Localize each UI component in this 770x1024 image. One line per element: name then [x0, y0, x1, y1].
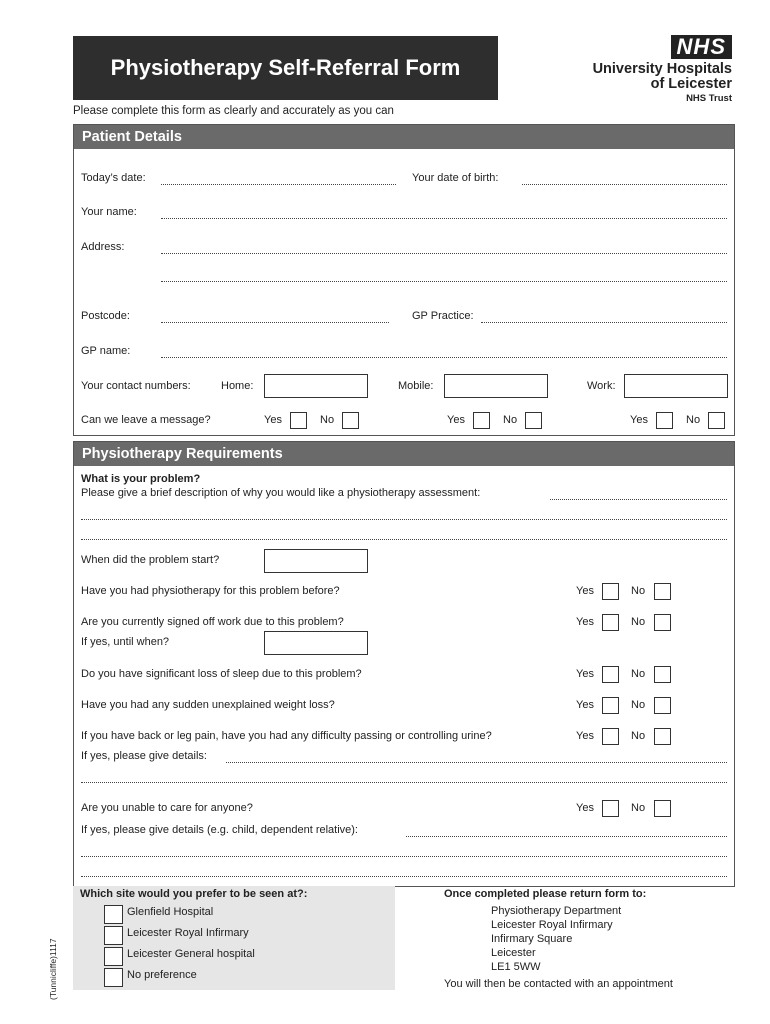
site-option-label: Leicester Royal Infirmary [127, 927, 249, 939]
return-address-line: Leicester Royal Infirmary [491, 919, 613, 931]
yes-label: Yes [576, 802, 594, 814]
signed-off-no-checkbox[interactable] [654, 614, 671, 631]
work-yes-label: Yes [630, 414, 648, 426]
name-field[interactable] [161, 218, 727, 219]
care-no-checkbox[interactable] [654, 800, 671, 817]
site-option-label: No preference [127, 969, 197, 981]
gp-practice-field[interactable] [481, 322, 727, 323]
problem-desc-label: Please give a brief description of why you would like a physiotherapy assessment: [81, 487, 481, 499]
return-address-line: Physiotherapy Department [491, 905, 622, 917]
dob-label: Your date of birth: [412, 172, 499, 184]
postcode-label: Postcode: [81, 310, 130, 322]
care-yes-checkbox[interactable] [602, 800, 619, 817]
address-label: Address: [81, 241, 125, 253]
sleep-loss-yes-checkbox[interactable] [602, 666, 619, 683]
name-label: Your name: [81, 206, 137, 218]
site-option-label: Glenfield Hospital [127, 906, 214, 918]
yes-label: Yes [576, 730, 594, 742]
todays-date-field[interactable] [161, 184, 396, 185]
mobile-phone-input[interactable] [444, 374, 548, 398]
site-preference-heading: Which site would you prefer to be seen at?: [80, 888, 308, 900]
urine-details-label: If yes, please give details: [81, 750, 207, 762]
had-physio-yes-checkbox[interactable] [602, 583, 619, 600]
site-royal-infirmary-checkbox[interactable] [104, 926, 123, 945]
weight-loss-no-checkbox[interactable] [654, 697, 671, 714]
signed-off-label: Are you currently signed off work due to this problem? [81, 616, 344, 628]
no-label: No [631, 699, 646, 711]
home-phone-input[interactable] [264, 374, 368, 398]
form-title: Physiotherapy Self-Referral Form [73, 36, 498, 100]
org-name-line2: of Leicester [650, 76, 732, 92]
section-heading: Patient Details [74, 125, 734, 149]
site-glenfield-checkbox[interactable] [104, 905, 123, 924]
site-option-label: Leicester General hospital [127, 948, 255, 960]
gp-practice-label: GP Practice: [412, 310, 474, 322]
no-label: No [631, 616, 646, 628]
work-phone-input[interactable] [624, 374, 728, 398]
org-name-line1: University Hospitals [592, 61, 732, 77]
weight-loss-yes-checkbox[interactable] [602, 697, 619, 714]
until-when-label: If yes, until when? [81, 636, 170, 648]
care-details-field-line2[interactable] [81, 856, 727, 857]
dob-field[interactable] [522, 184, 727, 185]
problem-field-line3[interactable] [81, 539, 727, 540]
sleep-loss-label: Do you have significant loss of sleep due to this problem? [81, 668, 362, 680]
work-label: Work: [587, 380, 616, 392]
problem-start-input[interactable] [264, 549, 368, 573]
no-label: No [631, 730, 646, 742]
address-field-line1[interactable] [161, 253, 727, 254]
care-details-label: If yes, please give details (e.g. child, dependent relative): [81, 824, 358, 836]
no-label: No [631, 668, 646, 680]
weight-loss-label: Have you had any sudden unexplained weight loss? [81, 699, 335, 711]
site-preference-panel [73, 886, 395, 990]
no-label: No [631, 802, 646, 814]
problem-field-line2[interactable] [81, 519, 727, 520]
urine-no-checkbox[interactable] [654, 728, 671, 745]
home-message-no-checkbox[interactable] [342, 412, 359, 429]
care-label: Are you unable to care for anyone? [81, 802, 253, 814]
postcode-field[interactable] [161, 322, 389, 323]
care-details-field-line1[interactable] [406, 836, 727, 837]
home-label: Home: [221, 380, 254, 392]
urine-details-field-line2[interactable] [81, 782, 727, 783]
intro-text: Please complete this form as clearly and accurately as you can [73, 105, 394, 117]
had-physio-no-checkbox[interactable] [654, 583, 671, 600]
problem-title: What is your problem? [81, 473, 201, 485]
return-address-line: Infirmary Square [491, 933, 573, 945]
problem-start-label: When did the problem start? [81, 554, 220, 566]
until-when-input[interactable] [264, 631, 368, 655]
urine-yes-checkbox[interactable] [602, 728, 619, 745]
home-yes-label: Yes [264, 414, 282, 426]
todays-date-label: Today’s date: [81, 172, 146, 184]
yes-label: Yes [576, 585, 594, 597]
gp-name-label: GP name: [81, 345, 131, 357]
mobile-no-label: No [503, 414, 518, 426]
section-heading: Physiotherapy Requirements [74, 442, 734, 466]
patient-details-section [73, 124, 735, 436]
site-no-preference-checkbox[interactable] [104, 968, 123, 987]
sleep-loss-no-checkbox[interactable] [654, 666, 671, 683]
mobile-yes-label: Yes [447, 414, 465, 426]
gp-name-field[interactable] [161, 357, 727, 358]
return-address-line: LE1 5WW [491, 961, 541, 973]
work-message-no-checkbox[interactable] [708, 412, 725, 429]
mobile-message-no-checkbox[interactable] [525, 412, 542, 429]
mobile-label: Mobile: [398, 380, 434, 392]
requirements-section [73, 441, 735, 887]
leave-message-label: Can we leave a message? [81, 414, 211, 426]
nhs-logo: NHS [671, 35, 732, 59]
signed-off-yes-checkbox[interactable] [602, 614, 619, 631]
problem-field-line1[interactable] [550, 499, 727, 500]
yes-label: Yes [576, 616, 594, 628]
work-message-yes-checkbox[interactable] [656, 412, 673, 429]
mobile-message-yes-checkbox[interactable] [473, 412, 490, 429]
return-heading: Once completed please return form to: [444, 888, 647, 900]
form-code: (Tunnicliffe)1117 [48, 938, 58, 1000]
urine-label: If you have back or leg pain, have you had any difficulty passing or controlling urine? [81, 730, 492, 742]
return-footer: You will then be contacted with an appointment [444, 978, 673, 990]
return-address-line: Leicester [491, 947, 536, 959]
address-field-line2[interactable] [161, 281, 727, 282]
org-trust: NHS Trust [686, 93, 732, 104]
yes-label: Yes [576, 699, 594, 711]
site-general-hospital-checkbox[interactable] [104, 947, 123, 966]
urine-details-field-line1[interactable] [226, 762, 727, 763]
had-physio-label: Have you had physiotherapy for this problem before? [81, 585, 340, 597]
care-details-field-line3[interactable] [81, 876, 727, 877]
home-message-yes-checkbox[interactable] [290, 412, 307, 429]
yes-label: Yes [576, 668, 594, 680]
no-label: No [631, 585, 646, 597]
work-no-label: No [686, 414, 701, 426]
contact-numbers-label: Your contact numbers: [81, 380, 191, 392]
home-no-label: No [320, 414, 335, 426]
